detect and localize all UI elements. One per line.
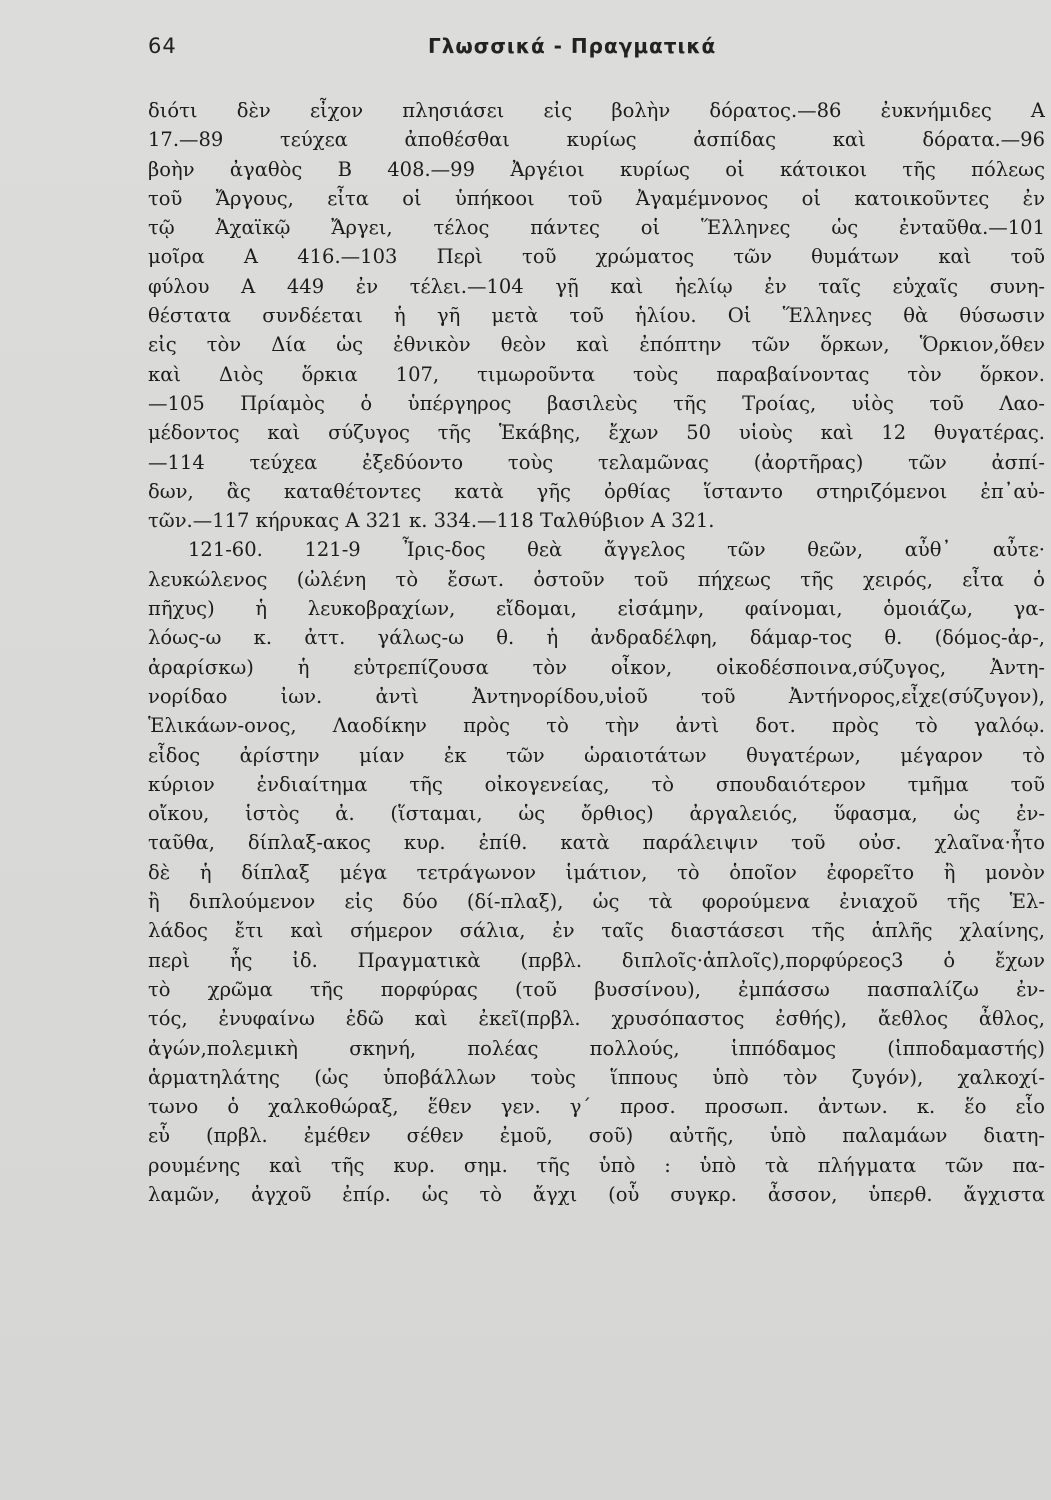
text-line: ρουμένης καὶ τῆς κυρ. σημ. τῆς ὑπὸ : ὑπὸ τὰ πλήγματα τῶν πα- [148,1153,1045,1177]
text-line: ἀραρίσκω) ἡ εὐτρεπίζουσα τὸν οἶκον, οἰκοδέσποινα,σύζυγος, Ἀντη- [148,655,1045,679]
page-header [148,34,1048,64]
text-line: δὲ ἡ δίπλαξ μέγα τετράγωνον ἱμάτιον, τὸ ὁποῖον ἐφορεῖτο ἢ μονὸν [148,860,1045,884]
text-line: —114 τεύχεα ἐξεδύοντο τοὺς τελαμῶνας (ἀορτῆρας) τῶν ἀσπί- [148,450,1045,474]
text-line: τῷ Ἀχαϊκῷ Ἄργει, τέλος πάντες οἱ Ἕλληνες ὡς ἐνταῦθα.—101 [148,216,1045,240]
text-line: λόως-ω κ. ἀττ. γάλως-ω θ. ἡ ἀνδραδέλφη, δάμαρ-τος θ. (δόμος-ἀρ-, [148,626,1045,650]
text-line: ἀγών,πολεμικὴ σκηνή, πολέας πολλούς, ἱππόδαμος (ἱπποδαμαστής) [148,1036,1045,1060]
text-line: φύλου Α 449 ἐν τέλει.—104 γῇ καὶ ἠελίῳ ἐν ταῖς εὐχαῖς συνη- [148,274,1045,298]
text-line: λευκώλενος (ὠλένη τὸ ἔσωτ. ὀστοῦν τοῦ πήχεως τῆς χειρός, εἶτα ὁ [148,567,1045,591]
text-line: τοῦ Ἄργους, εἶτα οἱ ὑπήκοοι τοῦ Ἀγαμέμνονος οἱ κατοικοῦντες ἐν [148,186,1045,210]
text-line: δων, ἃς καταθέτοντες κατὰ γῆς ὀρθίας ἵσταντο στηριζόμενοι ἐπ᾽αὐ- [148,479,1045,503]
page-number: 64 [148,34,177,58]
text-line: Ἑλικάων-ονος, Λαοδίκην πρὸς τὸ τὴν ἀντὶ δοτ. πρὸς τὸ γαλόῳ. [148,714,1045,738]
text-line: λαμῶν, ἀγχοῦ ἐπίρ. ὡς τὸ ἄγχι (οὗ συγκρ. ἆσσον, ὑπερθ. ἄγχιστα [148,1182,1045,1206]
running-title: Γλωσσικά - Πραγματικά [428,34,717,58]
text-line: ἢ διπλούμενον εἰς δύο (δί-πλαξ), ὡς τὰ φορούμενα ἐνιαχοῦ τῆς Ἑλ- [148,890,1045,914]
text-line: κύριον ἐνδιαίτημα τῆς οἰκογενείας, τὸ σπουδαιότερον τμῆμα τοῦ [148,772,1045,796]
text-line: 17.—89 τεύχεα ἀποθέσθαι κυρίως ἀσπίδας καὶ δόρατα.—96 [148,128,1045,152]
text-line: διότι δὲν εἶχον πλησιάσει εἰς βολὴν δόρατος.—86 ἐυκνήμιδες Α [148,99,1045,122]
text-line: οἴκου, ἱστὸς ἀ. (ἵσταμαι, ὡς ὄρθιος) ἀργαλειός, ὕφασμα, ὡς ἐν- [148,802,1045,826]
text-line: νορίδαο ἰων. ἀντὶ Ἀντηνορίδου,υἱοῦ τοῦ Ἀντήνορος,εἶχε(σύζυγον), [148,684,1045,708]
text-line: εἶδος ἀρίστην μίαν ἐκ τῶν ὡραιοτάτων θυγατέρων, μέγαρον τὸ [148,743,1045,767]
text-line: εὗ (πρβλ. ἐμέθεν σέθεν ἐμοῦ, σοῦ) αὐτῆς, ὑπὸ παλαμάων διατη- [148,1124,1045,1148]
text-line: πῆχυς) ἡ λευκοβραχίων, εἴδομαι, εἰσάμην, φαίνομαι, ὁμοιάζω, γα- [148,597,1045,621]
text-line: ταῦθα, δίπλαξ-ακος κυρ. ἐπίθ. κατὰ παράλειψιν τοῦ οὐσ. χλαῖνα·ἦτο [148,831,1045,855]
text-line: τὸ χρῶμα τῆς πορφύρας (τοῦ βυσσίνου), ἐμπάσσω πασπαλίζω ἐν- [148,977,1045,1001]
text-line: μέδοντος καὶ σύζυγος τῆς Ἑκάβης, ἔχων 50 υἱοὺς καὶ 12 θυγατέρας. [148,421,1045,445]
section-heading-line: 121-60. 121-9 Ἶρις-δος θεὰ ἄγγελος τῶν θεῶν, αὖθ᾽ αὖτε· [188,538,1045,562]
text-line: τός, ἐνυφαίνω ἐδῶ καὶ ἐκεῖ(πρβλ. χρυσόπαστος ἐσθής), ἄεθλος ἆθλος, [148,1007,1045,1031]
text-line: περὶ ἧς ἰδ. Πραγματικὰ (πρβλ. διπλοῖς·ἁπλοῖς),πορφύρεος3 ὁ ἔχων [148,948,1045,972]
text-line: ἁρματηλάτης (ὡς ὑποβάλλων τοὺς ἵππους ὑπὸ τὸν ζυγόν), χαλκοχί- [148,1065,1045,1089]
text-line: βοὴν ἀγαθὸς Β 408.—99 Ἀργέιοι κυρίως οἱ κάτοικοι τῆς πόλεως [148,157,1045,181]
text-line: μοῖρα Α 416.—103 Περὶ τοῦ χρώματος τῶν θυμάτων καὶ τοῦ [148,245,1045,269]
text-line: εἰς τὸν Δία ὡς ἐθνικὸν θεὸν καὶ ἐπόπτην τῶν ὅρκων, Ὅρκιον,ὅθεν [148,333,1045,357]
text-line: θέστατα συνδέεται ἡ γῆ μετὰ τοῦ ἡλίου. Οἱ Ἕλληνες θὰ θύσωσιν [148,304,1045,328]
text-line: καὶ Διὸς ὅρκια 107, τιμωροῦντα τοὺς παραβαίνοντας τὸν ὅρκον. [148,362,1045,386]
text-line: τῶν.—117 κήρυκας Α 321 κ. 334.—118 Ταλθύβιον Α 321. [148,509,715,533]
text-line: —105 Πρίαμὸς ὁ ὑπέργηρος βασιλεὺς τῆς Τροίας, υἱὸς τοῦ Λαο- [148,391,1045,415]
text-line: τωνο ὁ χαλκοθώραξ, ἕθεν γεν. γ´ προσ. προσωπ. ἀντων. κ. ἕο εἷο [148,1095,1045,1119]
commentary-text [148,96,1045,1209]
text-line: λάδος ἔτι καὶ σήμερον σάλια, ἐν ταῖς διαστάσεσι τῆς ἁπλῆς χλαίνης, [148,919,1045,943]
